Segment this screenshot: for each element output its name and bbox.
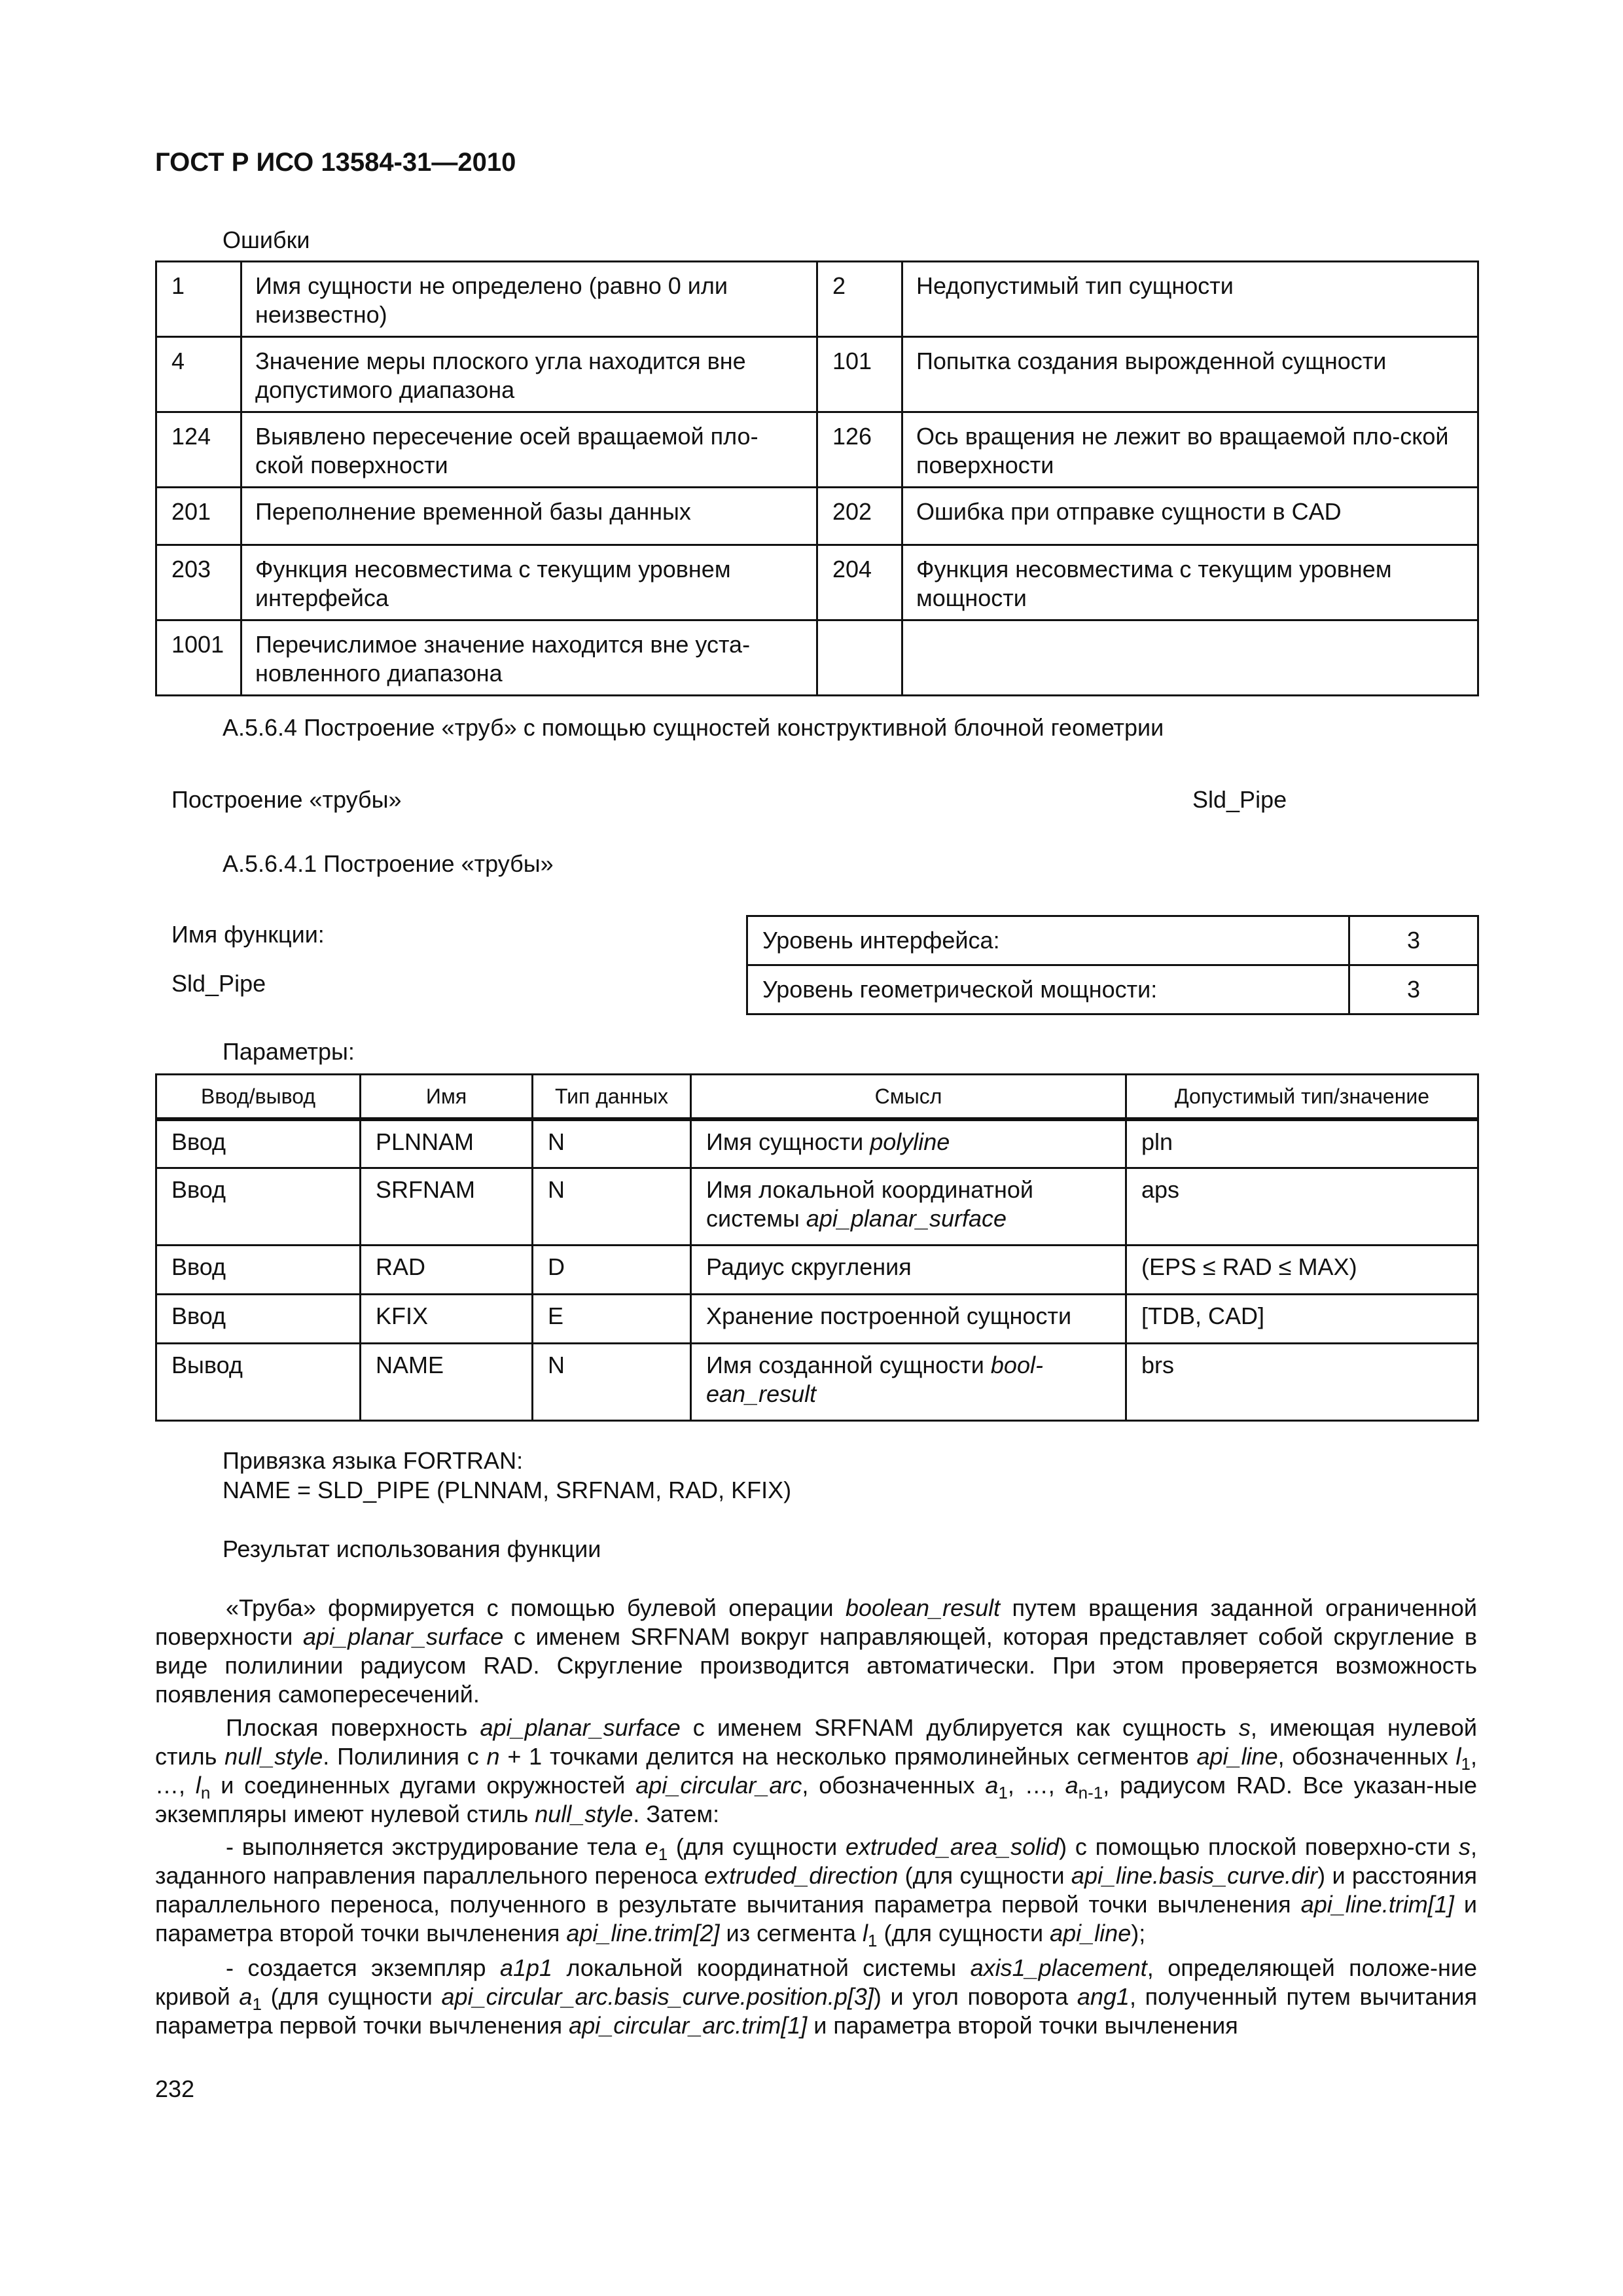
level-label: Уровень интерфейса:: [747, 916, 1349, 965]
error-code: 124: [156, 412, 241, 488]
table-row: [156, 262, 1478, 337]
param-type: D: [533, 1246, 691, 1295]
param-io: Вывод: [156, 1344, 361, 1421]
param-allowed: (EPS ≤ RAD ≤ MAX): [1126, 1246, 1478, 1295]
error-code: 203: [156, 545, 241, 620]
table-row: [156, 412, 1478, 488]
column-header: Допустимый тип/значение: [1126, 1075, 1478, 1119]
param-type: N: [533, 1344, 691, 1421]
table-row: [747, 965, 1478, 1014]
entity-name: api_circular_arc: [635, 1772, 802, 1799]
error-description: Имя сущности не определено (равно 0 или неизвестно): [241, 262, 817, 337]
error-code: 101: [817, 337, 902, 412]
error-description: Значение меры плоского угла находится вне допустимого диапазона: [241, 337, 817, 412]
subscript: 1: [868, 1931, 878, 1951]
param-meaning: [691, 1119, 1126, 1168]
entity-name: a: [239, 1983, 253, 2010]
meaning-text: Хранение построенной сущности: [706, 1302, 1072, 1329]
entity-name: s: [1238, 1714, 1251, 1741]
param-name: RAD: [361, 1246, 533, 1295]
param-io: Ввод: [156, 1168, 361, 1246]
text-run: + 1 точками делится на несколько прямолинейных сегментов: [499, 1743, 1197, 1770]
text-run: Плоская поверхность: [226, 1714, 480, 1741]
table-row: [156, 1295, 1478, 1344]
text-run: . Полилиния с: [323, 1743, 487, 1770]
param-allowed: aps: [1126, 1168, 1478, 1246]
error-code: 202: [817, 488, 902, 545]
error-code: 126: [817, 412, 902, 488]
page-number: 232: [155, 2075, 195, 2102]
text-run: , имеющая нулевой стиль: [155, 1714, 1477, 1770]
text-run: - выполняется экструдирование тела: [226, 1833, 645, 1860]
text-run: и параметра второй точки вычленения: [807, 2012, 1238, 2039]
error-code: [817, 620, 902, 696]
param-name: KFIX: [361, 1295, 533, 1344]
error-description: Переполнение временной базы данных: [241, 488, 817, 545]
params-caption: Параметры:: [223, 1038, 355, 1065]
text-run: путем вращения заданной ограниченной поверхности: [155, 1594, 1477, 1650]
error-code: 2: [817, 262, 902, 337]
subscript: 1: [658, 1844, 668, 1865]
section-heading: А.5.6.4 Построение «труб» с помощью сущностей конструктивной блочной геометрии: [223, 714, 1164, 741]
entity-name: api_planar_surface: [303, 1623, 504, 1650]
error-description: Ошибка при отправке сущности в CAD: [902, 488, 1478, 545]
text-run: . Затем:: [633, 1801, 720, 1827]
error-code: 201: [156, 488, 241, 545]
entity-name: ang1: [1077, 1983, 1130, 2010]
table-row: [156, 1168, 1478, 1246]
param-type: N: [533, 1119, 691, 1168]
result-heading: Результат использования функции: [223, 1535, 601, 1562]
error-description: Перечислимое значение находится вне уста-новленного диапазона: [241, 620, 817, 696]
entity-name: null_style: [224, 1743, 323, 1770]
entity-name: s: [1459, 1833, 1471, 1860]
param-allowed: [TDB, CAD]: [1126, 1295, 1478, 1344]
error-code: 1001: [156, 620, 241, 696]
param-io: Ввод: [156, 1246, 361, 1295]
table-row: [156, 1119, 1478, 1168]
param-io: Ввод: [156, 1119, 361, 1168]
error-description: Недопустимый тип сущности: [902, 262, 1478, 337]
param-io: Ввод: [156, 1295, 361, 1344]
error-description: Ось вращения не лежит во вращаемой пло-ской поверхности: [902, 412, 1478, 488]
param-meaning: [691, 1246, 1126, 1295]
param-type: N: [533, 1168, 691, 1246]
table-row: [156, 1246, 1478, 1295]
column-header: Имя: [361, 1075, 533, 1119]
text-run: , …,: [155, 1743, 1477, 1799]
param-meaning: [691, 1344, 1126, 1421]
meaning-entity: polyline: [870, 1128, 950, 1155]
levels-table: [746, 915, 1479, 1015]
level-value: 3: [1349, 916, 1478, 965]
subscript: n: [200, 1783, 211, 1803]
text-run: ) и расстояния параллельного переноса, полученного в результате вычитания параметра первой точки вычленения: [155, 1862, 1478, 1918]
entity-name: extruded_area_solid: [845, 1833, 1060, 1860]
text-run: );: [1131, 1920, 1146, 1946]
subscript: n-1: [1078, 1783, 1103, 1803]
entity-name: api_line: [1050, 1920, 1132, 1946]
entity-name: api_line.trim[2]: [566, 1920, 720, 1946]
entity-name: api_line: [1196, 1743, 1278, 1770]
column-header: Тип данных: [533, 1075, 691, 1119]
entity-name: api_circular_arc.basis_curve.position.p[3]: [441, 1983, 874, 2010]
error-code: 204: [817, 545, 902, 620]
text-run: и параметра второй точки вычленения: [155, 1891, 1477, 1946]
entity-name: api_line.basis_curve.dir: [1071, 1862, 1318, 1889]
error-code: 4: [156, 337, 241, 412]
table-row: [156, 1344, 1478, 1421]
error-code: 1: [156, 262, 241, 337]
result-paragraph-3: [155, 1833, 1478, 1951]
text-run: и соединенных дугами окружностей: [210, 1772, 636, 1799]
text-run: (для сущности: [261, 1983, 442, 2010]
text-run: , обозначенных: [1277, 1743, 1456, 1770]
param-meaning: [691, 1295, 1126, 1344]
error-description: Попытка создания вырожденной сущности: [902, 337, 1478, 412]
entity-name: l: [1455, 1743, 1461, 1770]
subscript: 1: [998, 1783, 1008, 1803]
text-run: из сегмента: [719, 1920, 863, 1946]
level-label: Уровень геометрической мощности:: [747, 965, 1349, 1014]
construct-code: Sld_Pipe: [1192, 786, 1287, 813]
result-paragraph-2: [155, 1713, 1477, 1829]
param-name: PLNNAM: [361, 1119, 533, 1168]
fortran-binding-code: NAME = SLD_PIPE (PLNNAM, SRFNAM, RAD, KFIX): [223, 1477, 792, 1503]
function-name-value: Sld_Pipe: [171, 970, 266, 997]
entity-name: a: [985, 1772, 999, 1799]
meaning-text: Имя локальной координатной системы: [706, 1176, 1034, 1232]
param-allowed: pln: [1126, 1119, 1478, 1168]
entity-name: extruded_direction: [704, 1862, 899, 1889]
text-run: (для сущности: [898, 1862, 1071, 1889]
table-row: [156, 337, 1478, 412]
text-run: , обозначенных: [802, 1772, 986, 1799]
entity-name: a1p1: [499, 1954, 553, 1981]
text-run: ) и угол поворота: [873, 1983, 1077, 2010]
entity-name: e: [645, 1833, 658, 1860]
meaning-entity: api_planar_surface: [806, 1205, 1007, 1232]
entity-name: a: [1065, 1772, 1079, 1799]
table-row: [156, 545, 1478, 620]
text-run: - создается экземпляр: [226, 1954, 500, 1981]
text-run: (для сущности: [877, 1920, 1050, 1946]
text-run: с именем SRFNAM вокруг направляющей, которая представляет собой скругление в виде полилинии радиусом RAD. Скругление производится автоматически. При этом проверяется возможность появления самопересечений.: [155, 1623, 1477, 1708]
document-title: ГОСТ Р ИСО 13584-31—2010: [155, 148, 516, 177]
fortran-binding-label: Привязка языка FORTRAN:: [223, 1447, 524, 1474]
meaning-entity: bool-ean_result: [706, 1352, 1043, 1407]
entity-name: null_style: [535, 1801, 633, 1827]
text-run: ) с помощью плоской поверхно-сти: [1059, 1833, 1459, 1860]
table-header-row: [156, 1075, 1478, 1119]
params-table: [155, 1073, 1479, 1422]
entity-name: n: [486, 1743, 500, 1770]
text-run: (для сущности: [668, 1833, 846, 1860]
text-run: «Труба» формируется с помощью булевой операции: [226, 1594, 846, 1621]
subscript: 1: [252, 1994, 262, 2015]
error-description: Функция несовместима с текущим уровнем мощности: [902, 545, 1478, 620]
table-row: [156, 620, 1478, 696]
construct-label: Построение «трубы»: [171, 786, 402, 813]
entity-name: axis1_placement: [970, 1954, 1147, 1981]
level-value: 3: [1349, 965, 1478, 1014]
text-run: , …,: [1007, 1772, 1065, 1799]
column-header: Смысл: [691, 1075, 1126, 1119]
param-allowed: brs: [1126, 1344, 1478, 1421]
entity-name: api_circular_arc.trim[1]: [569, 2012, 808, 2039]
entity-name: l: [195, 1772, 201, 1799]
table-row: [747, 916, 1478, 965]
text-run: , заданного направления параллельного переноса: [155, 1833, 1478, 1889]
entity-name: api_planar_surface: [480, 1714, 681, 1741]
error-description: [902, 620, 1478, 696]
param-name: SRFNAM: [361, 1168, 533, 1246]
meaning-text: Имя сущности: [706, 1128, 870, 1155]
param-meaning: [691, 1168, 1126, 1246]
subscript: 1: [1461, 1754, 1471, 1774]
column-header: Ввод/вывод: [156, 1075, 361, 1119]
param-name: NAME: [361, 1344, 533, 1421]
errors-caption: Ошибки: [223, 226, 310, 253]
text-run: , определяющей положе-ние кривой: [155, 1954, 1478, 2010]
error-description: Функция несовместима с текущим уровнем интерфейса: [241, 545, 817, 620]
entity-name: api_line.trim[1]: [1300, 1891, 1454, 1918]
text-run: , полученный путем вычитания параметра первой точки вычленения: [155, 1983, 1478, 2039]
param-type: E: [533, 1295, 691, 1344]
text-run: , радиусом RAD. Все указан-ные экземпляры имеют нулевой стиль: [155, 1772, 1477, 1827]
meaning-text: Радиус скругления: [706, 1253, 912, 1280]
error-description: Выявлено пересечение осей вращаемой пло-ской поверхности: [241, 412, 817, 488]
entity-name: boolean_result: [845, 1594, 1001, 1621]
meaning-text: Имя созданной сущности: [706, 1352, 991, 1378]
result-paragraph-1: [155, 1594, 1477, 1709]
table-row: [156, 488, 1478, 545]
function-name-label: Имя функции:: [171, 921, 325, 948]
text-run: с именем SRFNAM дублируется как сущность: [680, 1714, 1239, 1741]
entity-name: l: [863, 1920, 868, 1946]
subsection-heading: А.5.6.4.1 Построение «трубы»: [223, 850, 554, 877]
result-paragraph-4: [155, 1954, 1477, 2040]
text-run: локальной координатной системы: [552, 1954, 971, 1981]
errors-table: [155, 260, 1479, 696]
